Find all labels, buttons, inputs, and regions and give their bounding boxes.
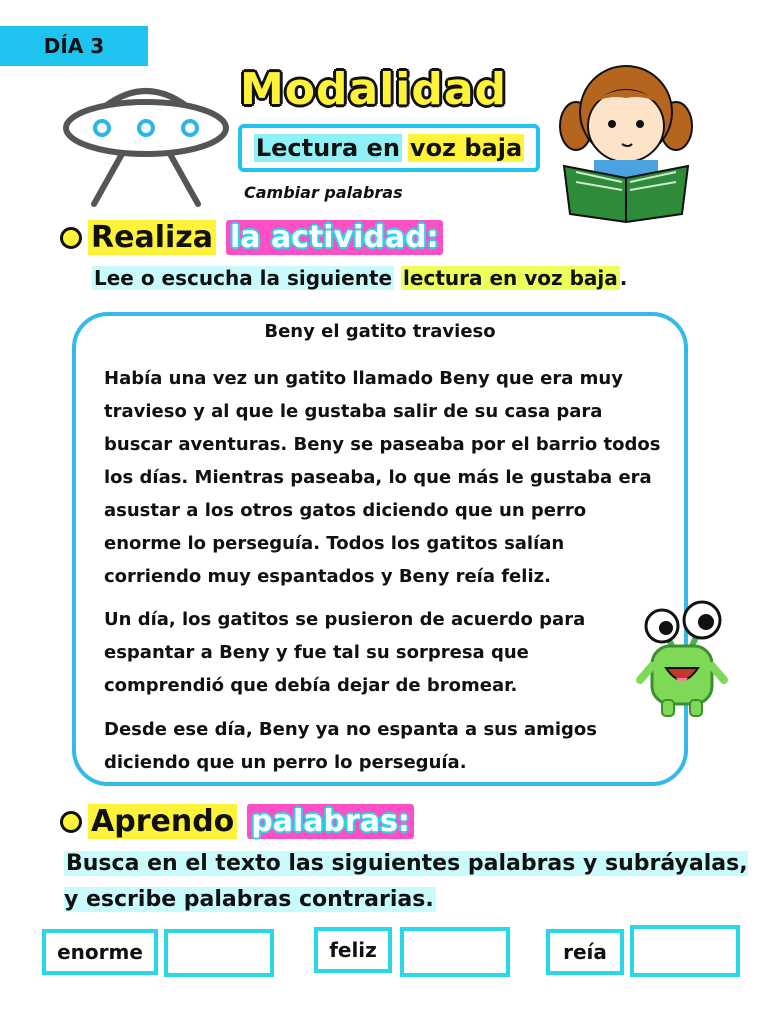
- bullet-icon: [60, 227, 82, 249]
- answer-box-2[interactable]: [400, 927, 510, 977]
- day-badge: DÍA 3: [0, 26, 148, 66]
- section-heading-words: [60, 804, 414, 839]
- word-box-1: enorme: [42, 929, 158, 975]
- answer-box-3[interactable]: [630, 925, 740, 977]
- girl-reading-icon: [556, 54, 696, 224]
- subnote: Cambiar palabras: [244, 183, 403, 202]
- instruction1-part2: lectura en voz baja: [403, 266, 618, 290]
- section2-part1: Aprendo: [88, 804, 237, 839]
- instruction1-end: .: [619, 266, 628, 290]
- instruction1-part1: Lee o escucha la siguiente: [94, 266, 393, 290]
- subtitle-part1: Lectura en: [255, 134, 400, 162]
- section1-part2: la actividad:: [226, 220, 443, 255]
- section2-part2: palabras:: [247, 804, 414, 839]
- subtitle-box: [238, 124, 540, 172]
- page-title: Modalidad: [240, 64, 508, 115]
- instruction-words: [64, 846, 754, 918]
- word-box-2: feliz: [314, 927, 392, 973]
- ufo-icon: [58, 72, 234, 208]
- reading-title: Beny el gatito travieso: [264, 321, 496, 342]
- green-monster-icon: [636, 596, 728, 720]
- subtitle-part2: voz baja: [409, 134, 523, 162]
- bullet-icon: [60, 811, 82, 833]
- reading-paragraph: Un día, los gatitos se pusieron de acuerdo para espantar a Beny y fue tal su sorpresa que comprendió que debía dejar de bromear.: [104, 609, 586, 696]
- reading-paragraph: Desde ese día, Beny ya no espanta a sus amigos diciendo que un perro lo perseguía.: [104, 719, 598, 773]
- section-heading-activity: [60, 220, 443, 255]
- word-box-3: reía: [546, 929, 624, 975]
- answer-box-1[interactable]: [164, 929, 274, 977]
- reading-paragraph: Había una vez un gatito llamado Beny que era muy travieso y al que le gustaba salir de su casa para buscar aventuras. Beny se paseaba por el barrio todos los días. Mientras paseaba, lo que más le gustaba era asustar a los otros gatos diciendo que un perro enorme lo perseguía. Todos los gatitos salían corriendo muy espantados y Beny reía feliz.: [104, 368, 661, 587]
- instruction2-text: Busca en el texto las siguientes palabras y subráyalas, y escribe palabras contrarias.: [64, 851, 748, 912]
- section1-part1: Realiza: [88, 220, 216, 255]
- instruction-read: [92, 266, 627, 290]
